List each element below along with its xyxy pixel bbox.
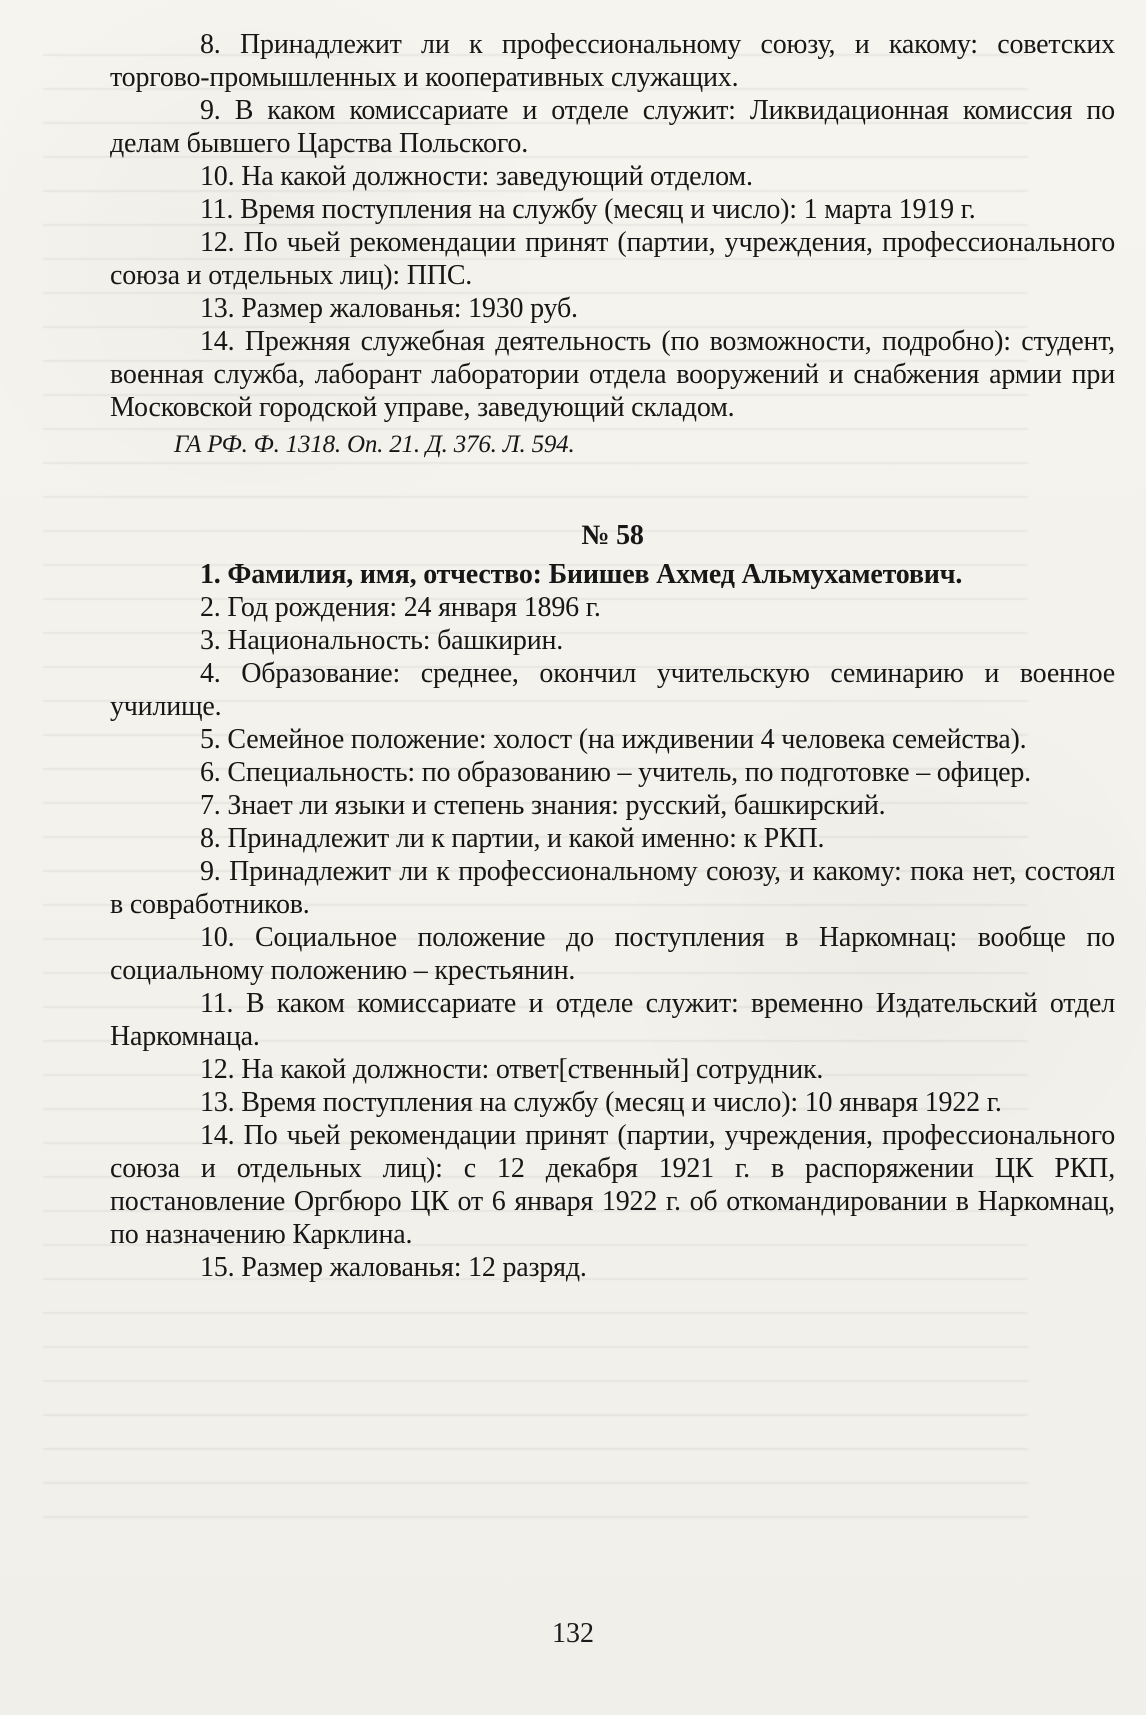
entry-item-2: 2. Год рождения: 24 января 1896 г.	[200, 592, 601, 623]
entry-item-6: 6. Специальность: по образованию – учитель, по подготовке – офицер.	[200, 757, 1031, 788]
page-number: 132	[552, 1618, 594, 1649]
paragraph-10-position: 10. На какой должности: заведующий отделом.	[200, 161, 753, 192]
paragraph-8-union: 8. Принадлежит ли к профессиональному союзу, и какому: советских торгово-промышленных и кооперативных служащих.	[110, 29, 1115, 93]
entry-item-4: 4. Образование: среднее, окончил учительскую семинарию и военное училище.	[110, 658, 1115, 722]
document-number-heading: № 58	[581, 520, 644, 551]
entry-item-12: 12. На какой должности: ответ[ственный] сотрудник.	[200, 1054, 824, 1085]
paragraph-14-previous-service: 14. Прежняя служебная деятельность (по возможности, подробно): студент, военная служба, лаборант лаборатории отдела вооружений и снабжения армии при Московской городской управе, заведующий складом.	[110, 326, 1115, 423]
paragraph-12-recommendation: 12. По чьей рекомендации принят (партии, учреждения, профессионального союза и отдельных лиц): ППС.	[110, 227, 1115, 291]
paragraph-11-service-date: 11. Время поступления на службу (месяц и число): 1 марта 1919 г.	[200, 194, 976, 225]
entry-item-11: 11. В каком комиссариате и отделе служит: временно Издательский отдел Наркомнаца.	[110, 988, 1115, 1052]
archive-source: ГА РФ. Ф. 1318. Оп. 21. Д. 376. Л. 594.	[174, 431, 575, 458]
paragraph-13-salary: 13. Размер жалованья: 1930 руб.	[200, 293, 578, 324]
paragraph-9-commissariat: 9. В каком комиссариате и отделе служит: Ликвидационная комиссия по делам бывшего Царства Польского.	[110, 95, 1115, 159]
entry-item-14: 14. По чьей рекомендации принят (партии, учреждения, профессионального союза и отдельных лиц): с 12 декабря 1921 г. в распоряжении ЦК РКП, постановление Оргбюро ЦК от 6 января 1922 г. об откомандировании в Наркомнац, по назначению Карклина.	[110, 1120, 1115, 1250]
entry-item-8: 8. Принадлежит ли к партии, и какой именно: к РКП.	[200, 823, 825, 854]
entry-item-7: 7. Знает ли языки и степень знания: русский, башкирский.	[200, 790, 886, 821]
entry-item-9: 9. Принадлежит ли к профессиональному союзу, и какому: пока нет, состоял в совработников.	[110, 856, 1115, 920]
page-content	[110, 28, 1115, 1284]
entry-item-3: 3. Национальность: башкирин.	[200, 625, 564, 656]
entry-item-1: 1. Фамилия, имя, отчество: Биишев Ахмед Альмухаметович.	[200, 559, 963, 590]
entry-item-15: 15. Размер жалованья: 12 разряд.	[200, 1252, 587, 1283]
entry-item-5: 5. Семейное положение: холост (на иждивении 4 человека семейства).	[200, 724, 1027, 755]
entry-item-10: 10. Социальное положение до поступления в Наркомнац: вообще по социальному положению – крестьянин.	[110, 922, 1115, 986]
entry-item-13: 13. Время поступления на службу (месяц и число): 10 января 1922 г.	[200, 1087, 1002, 1118]
